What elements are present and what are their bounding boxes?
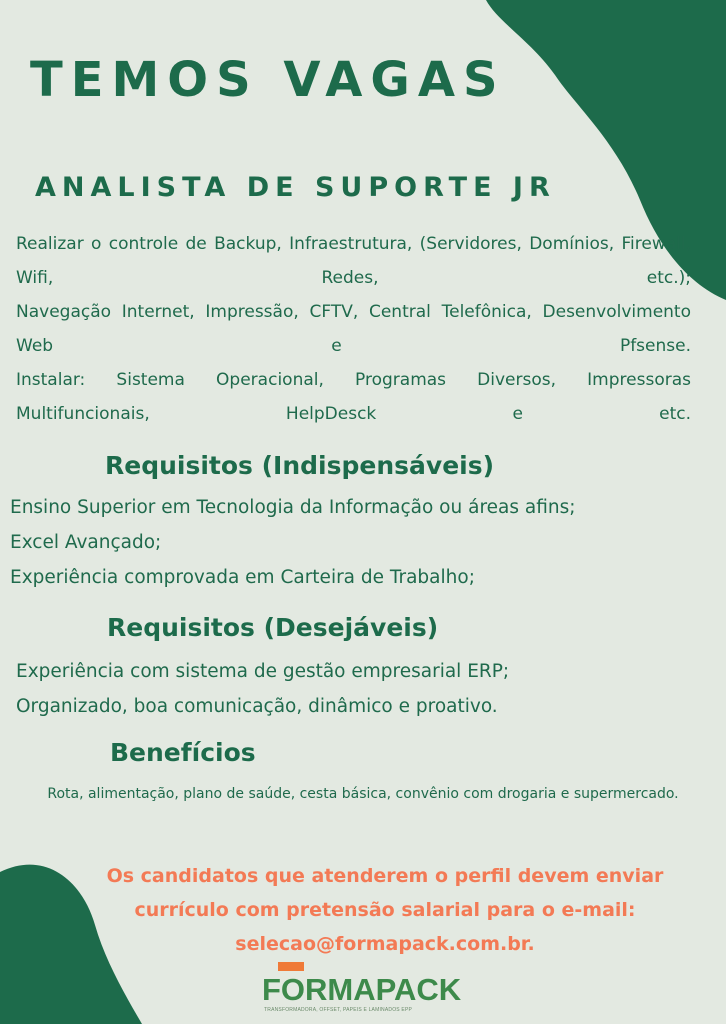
desired-heading: Requisitos (Desejáveis): [107, 613, 439, 642]
contact-email[interactable]: selecao@formapack.com.br.: [235, 933, 535, 955]
logo-accent-bar: [278, 962, 304, 971]
benefits-heading: Benefícios: [110, 738, 256, 767]
required-heading: Requisitos (Indispensáveis): [105, 451, 495, 480]
cta-line: Os candidatos que atenderem o perfil devem enviar: [106, 865, 664, 887]
list-item: Ensino Superior em Tecnologia da Informação ou áreas afins;: [10, 497, 576, 518]
description-line: Navegação Internet, Impressão, CFTV, Central Telefônica, Desenvolvimento Web e Pfsense.: [16, 302, 691, 356]
cta-line: currículo com pretensão salarial para o e-mail:: [134, 899, 636, 921]
description-line: Instalar: Sistema Operacional, Programas Diversos, Impressoras Multifuncionais, HelpDesck e etc.: [16, 370, 691, 424]
page-title: TEMOS VAGAS: [30, 52, 506, 108]
job-title: ANALISTA DE SUPORTE JR: [35, 172, 556, 203]
desired-list: [16, 654, 509, 724]
call-to-action: [40, 859, 726, 961]
list-item: Organizado, boa comunicação, dinâmico e proativo.: [16, 696, 498, 717]
logo-tagline: TRANSFORMADORA, OFFSET, PAPEIS E LAMINADOS EPP: [264, 1007, 413, 1013]
formapack-logo: [258, 960, 462, 1020]
logo-wordmark: FORMAPACK: [262, 972, 462, 1007]
benefits-text: Rota, alimentação, plano de saúde, cesta básica, convênio com drogaria e supermercado.: [47, 786, 679, 802]
list-item: Experiência com sistema de gestão empresarial ERP;: [16, 661, 510, 682]
description-line: Realizar o controle de Backup, Infraestrutura, (Servidores, Domínios, Firewall, Wifi, Redes, etc.);: [16, 234, 691, 288]
job-description: [16, 227, 691, 431]
list-item: Excel Avançado;: [10, 532, 162, 553]
list-item: Experiência comprovada em Carteira de Trabalho;: [10, 567, 475, 588]
required-list: [10, 490, 575, 595]
